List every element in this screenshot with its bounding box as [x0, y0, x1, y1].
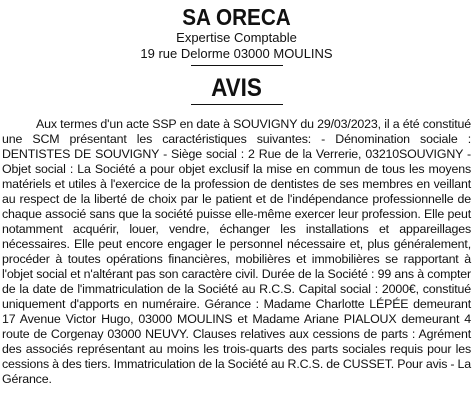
legal-notice	[0, 4, 473, 404]
title-divider	[191, 104, 283, 105]
notice-title: AVIS	[211, 74, 262, 102]
notice-body: Aux termes d'un acte SSP en date à SOUVIGNY du 29/03/2023, il a été constitué une SCM présentant les caractéristiques suivantes: - Dénomination sociale : DENTISTES DE SOUVIGNY - Siège social : 2 Rue de la Verrerie, 03210SOUVIGNY - Objet social : La Société a pour objet exclusif la mise en commun de tous les moyens matériels et utiles à l'exercice de la profession de dentistes de ses membres en veillant au respect de la liberté de choix par le patient et de l'indépendance professionnelle de chaque associé sans que la société puisse elle-même exercer leur profession. Elle peut notamment acquérir, louer, vendre, échanger les installations et appareillages nécessaires. Elle peut encore engager le personnel nécessaire et, plus généralement, procéder à toutes opérations financières, mobilières et immobilières se rapportant à l'objet social et n'altérant pas son caractère civil. Durée de la Société : 99 ans à compter de la date de l'immatriculation de la Société au R.C.S. Capital social : 2000€, constitué uniquement d'apports en numéraire. Gérance : Madame Charlotte LÉPÉE demeurant 17 Avenue Victor Hugo, 03000 MOULINS et Madame Ariane PIALOUX demeurant 4 route de Corgenay 03000 NEUVY. Clauses relatives aux cessions de parts : Agrément des associés représentant au moins les trois-quarts des parts sociales requis pour les cessions à des tiers. Immatriculation de la Société au R.C.S. de CUSSET. Pour avis - La Gérance.	[2, 117, 471, 386]
header-divider	[191, 65, 283, 66]
company-activity: Expertise Comptable	[176, 30, 297, 45]
company-address: 19 rue Delorme 03000 MOULINS	[140, 46, 333, 61]
company-name: SA ORECA	[182, 4, 291, 30]
